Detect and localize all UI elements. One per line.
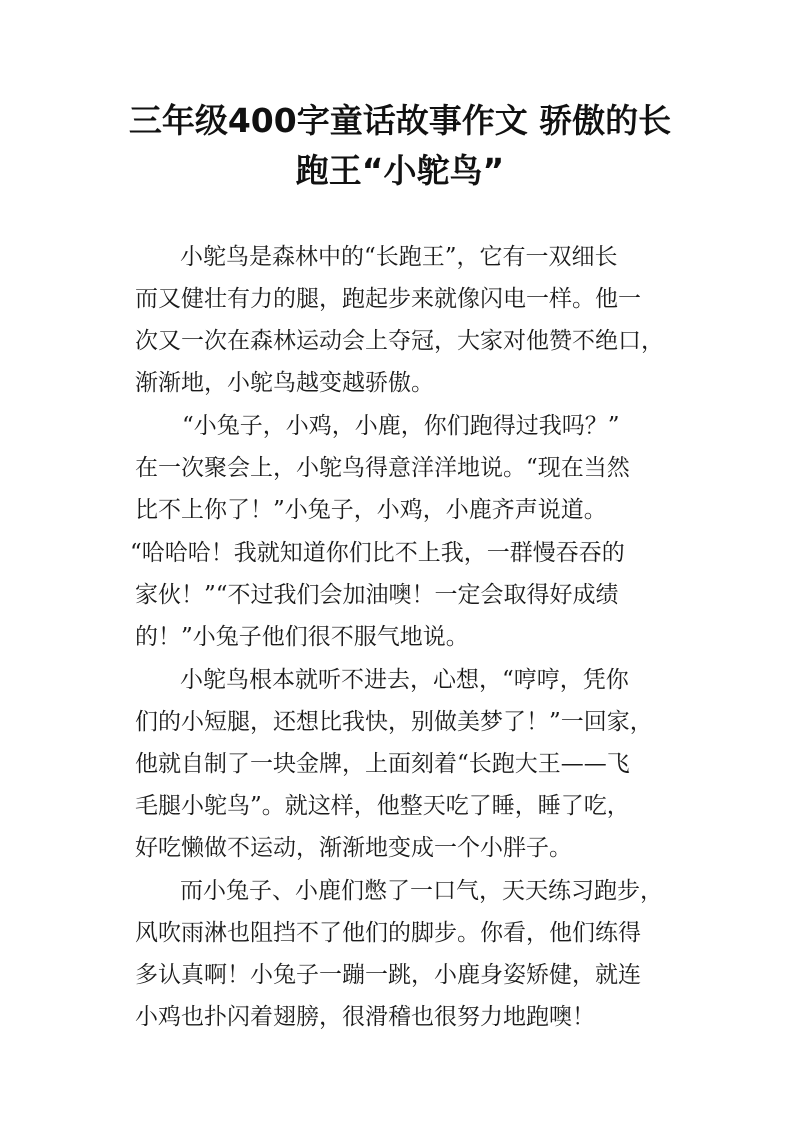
- paragraph-2-line-5: 家伙！”“不过我们会加油噢！一定会取得好成绩: [135, 582, 619, 608]
- paragraph-2-line-6: 的！”小兔子他们很不服气地说。: [135, 624, 469, 650]
- paragraph-1-line-2: 而又健壮有力的腿，跑起步来就像闪电一样。他一: [135, 286, 641, 312]
- page-title: [100, 96, 700, 196]
- paragraph-1-line-4: 渐渐地，小鸵鸟越变越骄傲。: [135, 370, 434, 396]
- paragraph-3-line-1: 小鸵鸟根本就听不进去，心想，“哼哼，凭你: [180, 667, 629, 693]
- title-line-1: 三年级400字童话故事作文 骄傲的长: [128, 101, 672, 140]
- paragraph-3-line-4: 毛腿小鸵鸟”。就这样，他整天吃了睡，睡了吃，: [135, 793, 630, 819]
- paragraph-1-line-3: 次又一次在森林运动会上夺冠，大家对他赞不绝口，: [135, 328, 664, 354]
- paragraph-2-line-3: 比不上你了！”小兔子，小鸡，小鹿齐声说道。: [135, 497, 607, 523]
- paragraph-4-line-1: 而小兔子、小鹿们憋了一口气，天天练习跑步，: [180, 878, 663, 904]
- paragraph-1-line-1: 小鸵鸟是森林中的“长跑王”，它有一双细长: [180, 244, 618, 270]
- title-line-2: 跑王“小鸵鸟”: [295, 151, 505, 190]
- paragraph-4-line-2: 风吹雨淋也阻挡不了他们的脚步。你看，他们练得: [135, 920, 641, 946]
- paragraph-4-line-4: 小鸡也扑闪着翅膀，很滑稽也很努力地跑噢！: [135, 1004, 595, 1030]
- paragraph-3-line-3: 他就自制了一块金牌，上面刻着“长跑大王——飞: [135, 751, 630, 777]
- paragraph-2-line-1: “小兔子，小鸡，小鹿，你们跑得过我吗？”: [182, 413, 620, 439]
- paragraph-3-line-2: 们的小短腿，还想比我快，别做美梦了！”一回家，: [135, 709, 653, 735]
- paragraph-3-line-5: 好吃懒做不运动，渐渐地变成一个小胖子。: [135, 835, 572, 861]
- paragraph-2-line-4: “哈哈哈！我就知道你们比不上我，一群慢吞吞的: [130, 540, 625, 566]
- paragraph-4-line-3: 多认真啊！小兔子一蹦一跳，小鹿身姿矫健，就连: [135, 962, 641, 988]
- paragraph-2-line-2: 在一次聚会上，小鸵鸟得意洋洋地说。“现在当然: [135, 455, 630, 481]
